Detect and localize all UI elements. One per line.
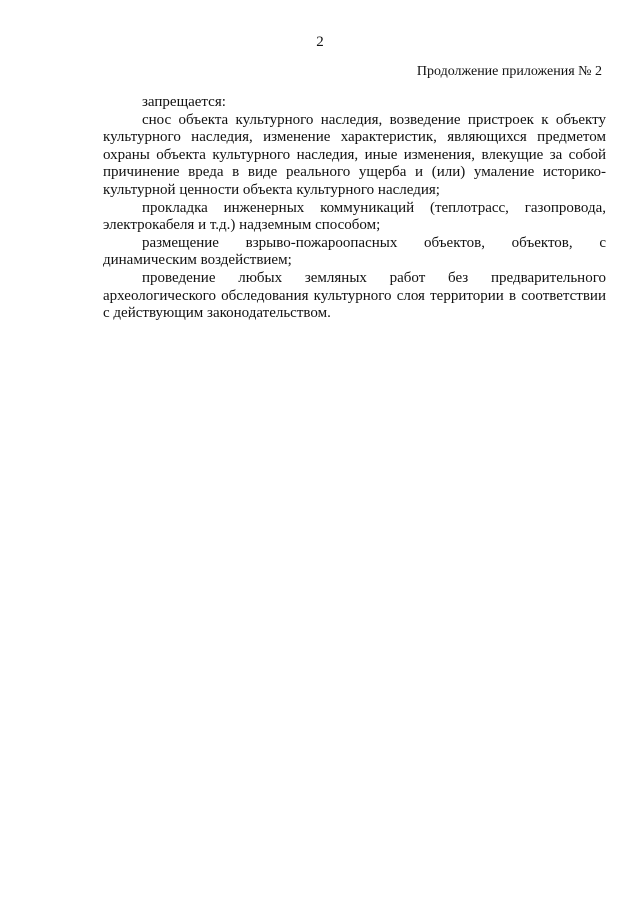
- appendix-note: Продолжение приложения № 2: [416, 64, 602, 79]
- paragraph-demolition: снос объекта культурного наследия, возведение пристроек к объекту культурного наследия, изменение характеристик, являющихся предметом охраны объекта культурного наследия, иные изменения, влекущие за собой причинение вреда в виде реального ущерба и (или) умаление историко-культурной ценности объекта культурного наследия;: [103, 111, 606, 198]
- paragraph-hazardous-line1: размещение взрыво-пожароопасных объектов, объектов, с: [142, 234, 606, 251]
- paragraph-earthworks-line1: проведение любых земляных работ без предварительного: [142, 269, 606, 286]
- paragraph-utilities-line1: прокладка инженерных коммуникаций (теплотрасс, газопровода,: [142, 199, 606, 216]
- paragraph-utilities-line2: электрокабеля и т.д.) надземным способом;: [103, 217, 381, 234]
- document-body: [103, 94, 606, 323]
- intro-text: запрещается:: [142, 94, 226, 110]
- paragraph-earthworks-line2: археологического обследования культурного слоя территории в соответствии с действующим законодательством.: [103, 287, 606, 322]
- paragraph-hazardous-line2: динамическим воздействием;: [103, 252, 292, 269]
- page-number: 2: [316, 34, 324, 50]
